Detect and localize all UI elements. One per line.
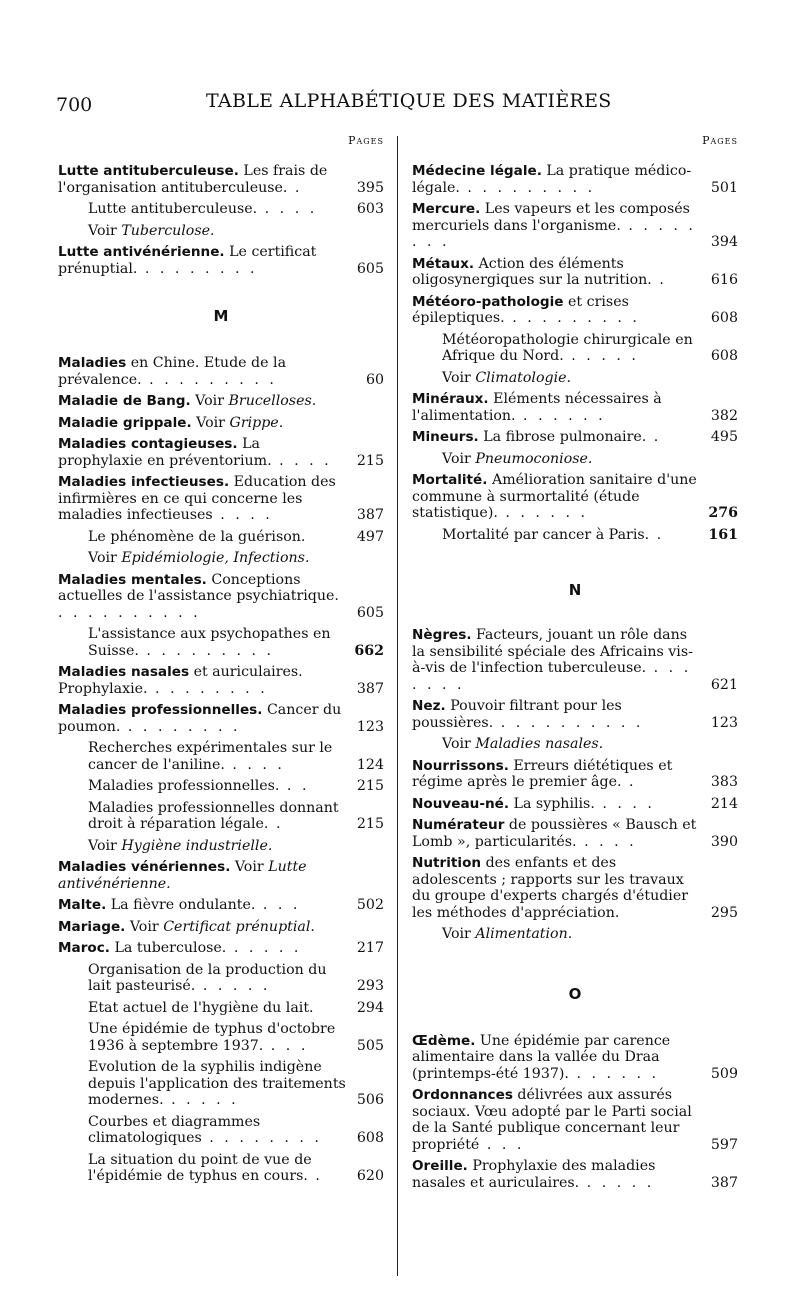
index-subentry [412,527,738,544]
entry-text: Une épidémie de typhus d'octobre 1936 à septembre 1937. [88,1021,336,1054]
leader-dots: . [646,429,662,445]
entry-text: Organisation de la production du lait pasteurisé. [88,961,327,994]
entry-term: Lutte antituberculeuse. [58,163,239,179]
see-also-entry [412,451,738,468]
page-ref: 215 [356,778,384,794]
entry-text: en Chine. Etude de la prévalence. [58,355,287,388]
entry-text: Voir [230,859,269,875]
page-ref: 276 [708,505,738,521]
leader-dots: . . . . . . . . . [138,642,275,659]
page-ref: 495 [710,429,738,445]
page-ref: 387 [356,680,384,697]
entry-text: Maladies professionnelles donnant droit à réparation légale. [88,799,339,832]
entry-text: L'assistance aux psychopathes en Suisse. [88,626,331,659]
entry-term: Œdème. [412,1032,476,1049]
entry-term: Mercure. [412,201,481,217]
entry-text: des enfants et des adolescents ; rapports sur les travaux du groupe d'experts chargés d'étudier les méthodes d'appréciation. [412,855,688,921]
leader-dots: . . . . [212,507,273,523]
leader-dots: . . . . . . . . [137,260,258,277]
page-ref: 123 [356,718,384,735]
index-entry [412,391,738,424]
see-target: Tuberculose. [121,222,215,239]
entry-text: Voir [190,393,229,409]
entry-term: Médecine légale. [412,163,542,179]
leader-dots: . . . . [271,452,332,469]
see-also-entry [412,370,738,387]
leader-dots: . . . . . . . . . [504,310,640,326]
entry-term: Nouveau-né. [412,795,510,812]
index-subentry [58,740,384,773]
page-ref: 608 [710,310,738,326]
index-entry [58,859,384,892]
index-subentry [58,1059,384,1109]
entry-text: Evolution de la syphilis indigène depuis l'application des traitements modernes. [88,1059,346,1108]
see-also-entry [58,838,384,855]
index-entry [58,664,384,697]
entry-text: Conceptions actuelles de l'assistance psychiatrique. [58,571,339,604]
page-ref: 506 [356,1092,384,1108]
page-ref: 502 [356,897,384,913]
page-ref: 214 [710,795,738,812]
page-ref: 123 [710,714,738,731]
entry-text: Voir [125,918,164,935]
entry-text: La fibrose pulmonaire. [478,429,647,445]
leader-dots: . . . . . . . . . . [493,714,644,731]
entry-text: Amélioration sanitaire d'une commune à surmortalité (étude statistique). [412,472,697,521]
entry-text: La pratique médico-légale. [412,163,692,196]
see-target: Certificat prénuptial. [163,918,315,935]
page-ref: 509 [710,1065,738,1082]
entry-term: Maroc. [58,940,110,956]
index-subentry [58,962,384,995]
entry-text: La fièvre ondulante. [106,897,256,913]
section-letter: N [568,581,582,599]
index-column-right [412,134,738,1196]
index-entry [58,393,384,410]
leader-dots: . . . . . [163,1092,239,1108]
index-subentry [58,1152,384,1185]
index-entry [58,919,384,936]
leader-dots: . [287,179,303,196]
entry-text: Courbes et diagrammes climatologiques [88,1113,261,1146]
leader-dots: . . . . [594,795,655,812]
entry-text: La syphilis. [509,795,595,812]
entry-text: Mortalité par cancer à Paris. [442,526,650,543]
entry-term: Maladie grippale. [58,414,192,431]
entry-text: et auriculaires. Prophylaxie. [58,664,303,697]
page-ref: 394 [710,234,738,250]
entry-text: Cancer du poumon. [58,702,342,735]
leader-dots: . . . . . . . . . . [58,604,201,621]
leader-dots: . [621,774,637,790]
index-subentry [58,800,384,833]
index-entry [58,474,384,524]
section-letter: O [568,984,582,1003]
entry-text: Eléments nécessaires à l'alimentation. [412,391,662,424]
see-also-entry [412,926,738,943]
entry-term: Nez. [412,698,446,714]
entry-text: Education des infirmières en ce qui concerne les maladies infectieuses [58,474,336,523]
index-entry [412,201,738,251]
index-entry [58,244,384,277]
page-ref: 215 [356,452,384,469]
entry-term: Minéraux. [412,391,489,407]
entry-text: Recherches expérimentales sur le cancer de l'aniline. [88,740,333,773]
entry-text: et crises épileptiques. [412,293,629,326]
page-ref: 605 [356,604,384,621]
index-column-left [58,134,384,1190]
entry-text: Erreurs diététiques et régime après le premier âge. [412,757,673,790]
page-ref: 608 [356,1130,384,1146]
entry-text: Prophylaxie des maladies nasales et auriculaires. [412,1158,656,1191]
see-prefix: Voir [88,837,122,854]
index-entry [412,698,738,731]
entry-text: Pouvoir filtrant pour les poussières. [412,698,622,731]
entry-text: Météoropathologie chirurgicale en Afrique du Nord. [442,331,693,364]
page-ref: 620 [356,1168,384,1184]
entry-term: Maladies contagieuses. [58,436,238,452]
column-divider [397,136,398,1276]
index-subentry [58,626,384,659]
see-prefix: Voir [88,550,122,566]
entry-text: Etat actuel de l'hygiène du lait. [88,999,314,1016]
page-ref: 294 [356,999,384,1016]
leader-dots: . [649,526,665,543]
index-entry [412,817,738,850]
page-ref: 662 [354,642,384,659]
leader-dots: . . . . . [226,940,302,956]
page-ref: 215 [356,816,384,832]
index-entry [412,429,738,446]
see-target: Alimentation. [475,926,573,942]
page-ref: 597 [710,1136,738,1153]
page-number: 700 [56,94,93,116]
index-entry [58,415,384,432]
leader-dots: . . . . . . . . [201,1130,322,1146]
leader-dots: . . . [263,1037,309,1054]
pages-label: Pages [348,134,384,147]
leader-dots: . [307,1168,323,1184]
index-entry [58,355,384,388]
see-also-entry [58,550,384,567]
see-prefix: Voir [442,369,476,386]
index-entry [58,572,384,622]
index-subentry [58,1000,384,1017]
page-ref: 505 [356,1037,384,1054]
entry-text: Les vapeurs et les composés mercuriels dans l'organisme. [412,201,690,234]
entry-term: Nourrissons. [412,757,509,774]
entry-text: La situation du point de vue de l'épidémie de typhus en cours. [88,1151,312,1184]
index-entry [412,256,738,289]
see-target: Maladies nasales. [475,736,604,752]
index-subentry [58,201,384,218]
see-target: Epidémiologie, Infections. [121,550,310,566]
index-entry [412,163,738,196]
see-target: Lutte antivénérienne. [58,859,307,892]
entry-text: La prophylaxie en préventorium. [58,436,272,469]
entry-term: Maladies professionnelles. [58,702,263,718]
pages-label: Pages [702,134,738,147]
entry-text: de poussières « Bausch et Lomb », particularités. [412,817,697,850]
entry-term: Maladies vénériennes. [58,859,231,875]
entry-text: Facteurs, jouant un rôle dans la sensibilité spéciale des Africains vis-à-vis de l'infection tuberculeuse. [412,627,693,676]
leader-dots: . . . . . . . . [412,217,696,250]
leader-dots: . . . . . [579,1174,655,1191]
page-ref: 616 [710,272,738,288]
leader-dots: . . . . [224,756,285,773]
see-target: Climatologie. [475,369,572,386]
see-prefix: Voir [442,736,476,752]
index-entry [412,758,738,791]
leader-dots: . [268,816,284,832]
entry-term: Mariage. [58,918,126,935]
index-entry [412,1033,738,1083]
index-entry [58,940,384,957]
leader-dots: . [651,272,667,288]
entry-text: Le phénomène de la guérison. [88,528,306,545]
index-entry [58,163,384,196]
leader-dots: . . . . . . . . [120,718,241,735]
section-letter: M [213,307,229,325]
entry-term: Mortalité. [412,472,488,488]
leader-dots: . . . . . [195,978,271,994]
index-entry [412,1158,738,1191]
entry-term: Oreille. [412,1158,468,1174]
page-ref: 621 [710,676,738,693]
index-entry [412,627,738,693]
leader-dots: . . . [479,1136,525,1153]
page-ref: 387 [356,507,384,523]
index-entry [58,897,384,914]
index-entry [412,796,738,813]
index-entry [58,702,384,735]
entry-text: délivrées aux assurés sociaux. Vœu adopté par le Parti social de la Santé publique concernant leur propriété [412,1087,692,1153]
entry-term: Ordonnances [412,1087,513,1103]
leader-dots: . . . . . . [568,1065,660,1082]
see-also-entry [412,736,738,753]
see-prefix: Voir [442,450,476,467]
index-entry [412,472,738,522]
page-ref: 605 [356,260,384,277]
index-subentry [58,778,384,795]
page-ref: 390 [710,833,738,850]
page-ref: 383 [710,774,738,790]
entry-text: La tuberculose. [109,940,227,956]
see-target: Hygiène industrielle. [121,837,273,854]
page-ref: 603 [356,201,384,217]
leader-dots: . . . . . . . . [147,680,268,697]
see-prefix: Voir [442,926,476,942]
entry-text: Maladies professionnelles. [88,778,280,794]
page-ref: 382 [710,407,738,424]
entry-text: Les frais de l'organisation antituberculeuse. [58,163,328,196]
index-entry [412,294,738,327]
leader-dots: . . . . . . . . . [459,179,596,196]
leader-dots: . . . . . . . . . [141,371,277,388]
leader-dots: . . . . . . . [412,660,692,693]
entry-text: Une épidémie par carence alimentaire dans la vallée du Draa (printemps-été 1937). [412,1032,671,1082]
index-subentry [412,332,738,365]
leader-dots: . . [279,778,310,794]
page-ref: 293 [356,978,384,994]
entry-term: Maladies mentales. [58,571,207,588]
entry-text: Lutte antituberculeuse. [88,201,258,217]
entry-term: Météoro-pathologie [412,293,564,310]
index-entry [412,855,738,921]
entry-text: Voir [191,414,230,431]
see-also-entry [58,223,384,240]
index-entry [58,436,384,469]
entry-term: Mineurs. [412,429,479,445]
page-ref: 60 [365,371,384,388]
index-entry [412,1087,738,1153]
leader-dots: . . . . [576,833,637,850]
entry-term: Maladies [58,355,127,371]
entry-term: Malte. [58,897,107,913]
leader-dots: . . . . . . [515,407,606,424]
page-ref: 387 [710,1174,738,1191]
index-subentry [58,1021,384,1054]
leader-dots: . . . . . [563,348,639,364]
index-subentry [58,529,384,546]
see-target: Brucelloses. [228,393,317,409]
page-ref: 395 [356,179,384,196]
see-prefix: Voir [88,222,122,239]
entry-term: Numérateur [412,817,505,833]
page-ref: 295 [710,904,738,921]
index-subentry [58,1114,384,1147]
entry-text: Action des éléments oligosynergiques sur la nutrition. [412,255,652,288]
page-ref: 161 [708,526,738,543]
leader-dots: . . . . . . [497,505,588,521]
entry-term: Maladie de Bang. [58,393,191,409]
leader-dots: . . . . [257,201,318,217]
page-ref: 217 [356,940,384,956]
leader-dots: . . . [255,897,301,913]
entry-term: Maladies infectieuses. [58,474,230,490]
entry-term: Métaux. [412,255,475,272]
page-title: TABLE ALPHABÉTIQUE DES MATIÈRES [206,90,612,112]
see-target: Grippe. [229,414,284,431]
entry-term: Maladies nasales [58,664,190,680]
page-ref: 497 [356,528,384,545]
see-target: Pneumoconiose. [475,450,593,467]
page-ref: 501 [710,179,738,196]
entry-term: Nutrition [412,855,482,871]
page-ref: 124 [356,756,384,773]
page-ref: 608 [710,348,738,364]
entry-text: Le certificat prénuptial. [58,244,317,277]
entry-term: Nègres. [412,627,472,643]
entry-term: Lutte antivénérienne. [58,244,225,260]
